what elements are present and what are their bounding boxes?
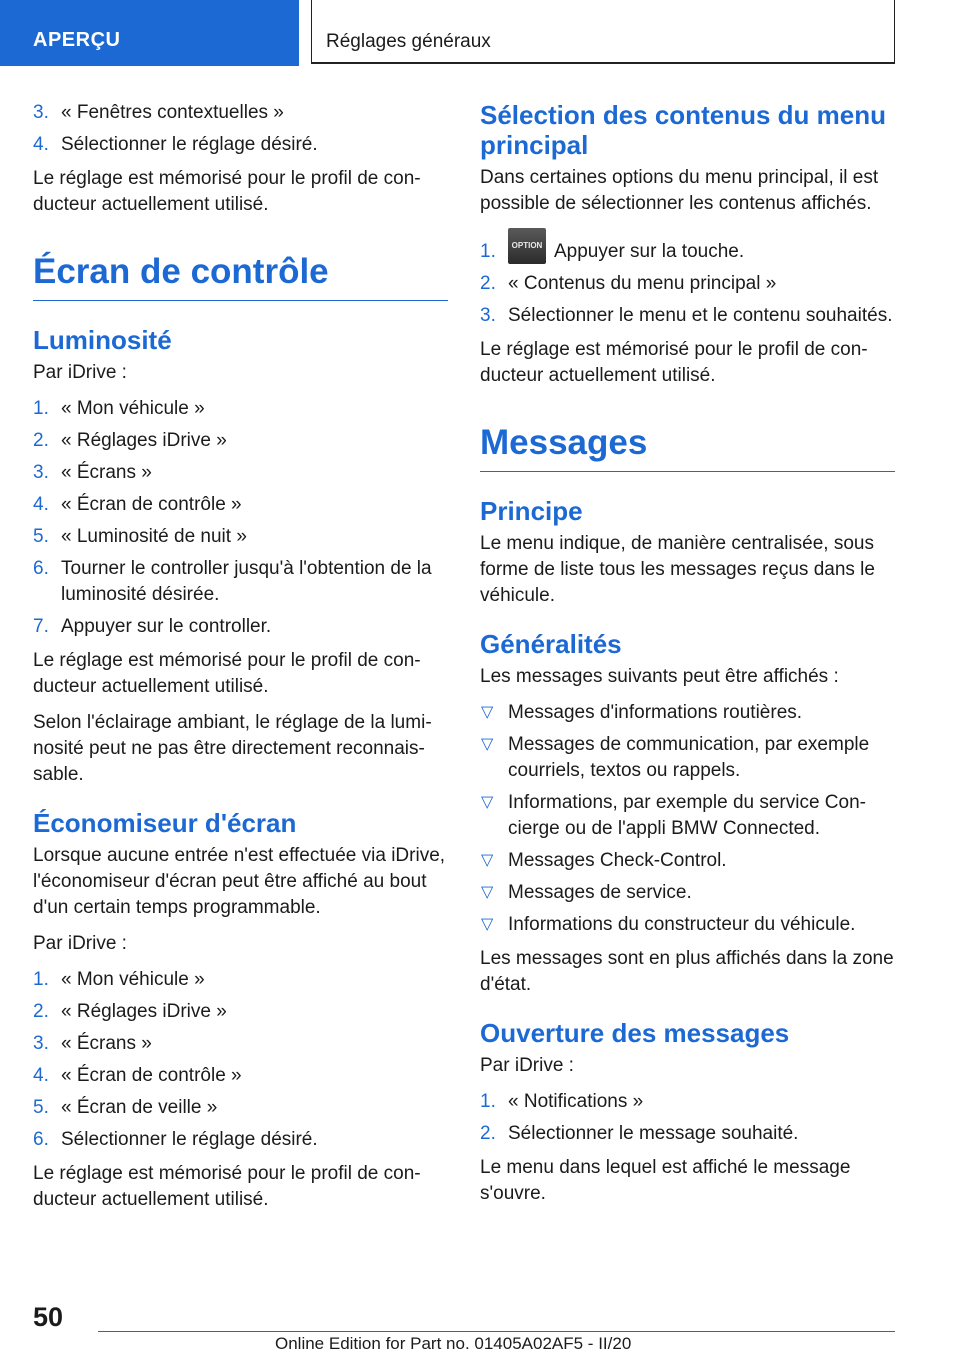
step-text: « Contenus du menu principal »	[508, 273, 777, 294]
paragraph: Le réglage est mémorisé pour le profil de conducteur actuellement utilisé.	[33, 1163, 421, 1210]
step-number: 1.	[33, 969, 49, 990]
step-number: 2.	[480, 273, 496, 294]
list-item	[480, 303, 895, 329]
list-item	[480, 880, 895, 906]
list-item	[33, 999, 448, 1025]
ouverture-steps	[480, 1089, 895, 1147]
list-item	[480, 239, 895, 265]
list-item	[33, 524, 448, 550]
footer-edition: Online Edition for Part no. 01405A02AF5 - II/20	[275, 1334, 632, 1353]
step-number: 4.	[33, 134, 49, 155]
list-item	[33, 460, 448, 486]
paragraph: Le menu dans lequel est affiché le message s'ouvre.	[480, 1157, 851, 1204]
step-number: 7.	[33, 616, 49, 637]
step-number: 1.	[480, 241, 496, 262]
step-number: 6.	[33, 558, 49, 579]
paragraph: Dans certaines options du menu principal, il est possible de sélectionner les contenus affichés.	[480, 167, 879, 214]
paragraph: Par iDrive :	[33, 933, 127, 954]
list-item	[480, 790, 895, 842]
list-item	[33, 1095, 448, 1121]
paragraph: Le réglage est mémorisé pour le profil de conducteur actuellement utilisé.	[33, 650, 421, 697]
message-types-list	[480, 700, 895, 938]
step-number: 2.	[33, 1001, 49, 1022]
bullet-text: Messages de communication, par exemple courriels, textos ou rappels.	[508, 734, 870, 781]
step-text: Appuyer sur le controller.	[61, 616, 272, 637]
heading-principe: Principe	[480, 496, 583, 526]
tab-apercu[interactable]: APERÇU	[0, 0, 299, 66]
step-text: « Luminosité de nuit »	[61, 526, 247, 547]
list-item	[33, 428, 448, 454]
step-text: « Écrans »	[61, 462, 152, 483]
step-text: Tourner le controller jusqu'à l'obtention de la luminosité désirée.	[61, 558, 432, 605]
step-text: « Écrans »	[61, 1033, 152, 1054]
list-item	[480, 848, 895, 874]
triangle-bullet-icon: ▽	[481, 916, 494, 933]
page-header	[0, 0, 960, 66]
step-number: 3.	[33, 102, 49, 123]
step-number: 5.	[33, 1097, 49, 1118]
list-item	[33, 396, 448, 422]
list-item	[33, 132, 448, 158]
step-text: « Réglages iDrive »	[61, 430, 227, 451]
list-item	[33, 614, 448, 640]
bullet-text: Messages de service.	[508, 882, 692, 903]
step-text: « Écran de contrôle »	[61, 1065, 242, 1086]
step-text: « Réglages iDrive »	[61, 1001, 227, 1022]
step-number: 3.	[33, 462, 49, 483]
paragraph: Les messages suivants peut être affichés :	[480, 666, 839, 687]
list-item	[33, 100, 448, 126]
step-number: 5.	[33, 526, 49, 547]
step-number: 6.	[33, 1129, 49, 1150]
list-item	[480, 1089, 895, 1115]
heading-economiseur: Économiseur d'écran	[33, 808, 297, 838]
step-text: « Mon véhicule »	[61, 398, 205, 419]
step-text: Sélectionner le menu et le contenu souhaités.	[508, 305, 893, 326]
step-text: Sélectionner le réglage désiré.	[61, 134, 318, 155]
triangle-bullet-icon: ▽	[481, 794, 494, 811]
heading-generalites: Généralités	[480, 629, 622, 659]
step-text: « Écran de contrôle »	[61, 494, 242, 515]
step-text: « Mon véhicule »	[61, 969, 205, 990]
luminosite-steps	[33, 396, 448, 640]
list-item	[33, 967, 448, 993]
paragraph: Lorsque aucune entrée n'est effectuée via iDrive, l'économiseur d'écran peut être affiché au bout d'un certain temps programmable.	[33, 845, 446, 918]
bullet-text: Informations, par exemple du service Concierge ou de l'appli BMW Connected.	[508, 792, 866, 839]
list-item	[480, 271, 895, 297]
paragraph: Par iDrive :	[480, 1055, 574, 1076]
step-text: Sélectionner le message souhaité.	[508, 1123, 799, 1144]
economiseur-steps	[33, 967, 448, 1153]
step-number: 3.	[480, 305, 496, 326]
option-button-icon: OPTION	[508, 228, 546, 264]
step-text: « Notifications »	[508, 1091, 644, 1112]
step-number: 2.	[33, 430, 49, 451]
triangle-bullet-icon: ▽	[481, 736, 494, 753]
list-item	[33, 1031, 448, 1057]
heading-ecran-controle: Écran de contrôle	[33, 252, 448, 301]
page-number: 50	[33, 1302, 64, 1332]
heading-messages: Messages	[480, 423, 895, 472]
selection-steps	[480, 239, 895, 329]
bullet-text: Informations du constructeur du véhicule.	[508, 914, 856, 935]
paragraph: Le menu indique, de manière centralisée, sous forme de liste tous les messages reçus dans le véhicule.	[480, 533, 875, 606]
paragraph: Selon l'éclairage ambiant, le réglage de la luminosité peut ne pas être directement reconnaissable.	[33, 712, 432, 785]
paragraph: Les messages sont en plus affichés dans la zone d'état.	[480, 948, 894, 995]
triangle-bullet-icon: ▽	[481, 852, 494, 869]
right-column	[480, 100, 895, 1217]
list-item	[480, 732, 895, 784]
list-item	[33, 1063, 448, 1089]
step-number: 4.	[33, 494, 49, 515]
list-item	[480, 700, 895, 726]
step-text: Appuyer sur la touche.	[554, 241, 745, 262]
paragraph: Le réglage est mémorisé pour le profil de conducteur actuellement utilisé.	[480, 339, 868, 386]
heading-ouverture-messages: Ouverture des messages	[480, 1018, 790, 1048]
paragraph: Par iDrive :	[33, 362, 127, 383]
step-text: « Écran de veille »	[61, 1097, 218, 1118]
bullet-text: Messages Check-Control.	[508, 850, 727, 871]
heading-selection-contenus: Sélection des contenus du menu principal	[480, 100, 886, 160]
section-title: Réglages généraux	[311, 0, 895, 64]
step-number: 1.	[480, 1091, 496, 1112]
list-item	[33, 556, 448, 608]
paragraph: Le réglage est mémorisé pour le profil de conducteur actuellement utilisé.	[33, 168, 421, 215]
step-number: 3.	[33, 1033, 49, 1054]
footer-divider	[98, 1331, 895, 1332]
list-item	[33, 492, 448, 518]
triangle-bullet-icon: ▽	[481, 704, 494, 721]
intro-steps	[33, 100, 448, 158]
step-number: 1.	[33, 398, 49, 419]
bullet-text: Messages d'informations routières.	[508, 702, 803, 723]
step-number: 2.	[480, 1123, 496, 1144]
list-item	[33, 1127, 448, 1153]
triangle-bullet-icon: ▽	[481, 884, 494, 901]
step-number: 4.	[33, 1065, 49, 1086]
list-item	[480, 912, 895, 938]
heading-luminosite: Luminosité	[33, 325, 172, 355]
step-text: « Fenêtres contextuelles »	[61, 102, 284, 123]
step-text: Sélectionner le réglage désiré.	[61, 1129, 318, 1150]
list-item	[480, 1121, 895, 1147]
left-column	[33, 100, 448, 1223]
